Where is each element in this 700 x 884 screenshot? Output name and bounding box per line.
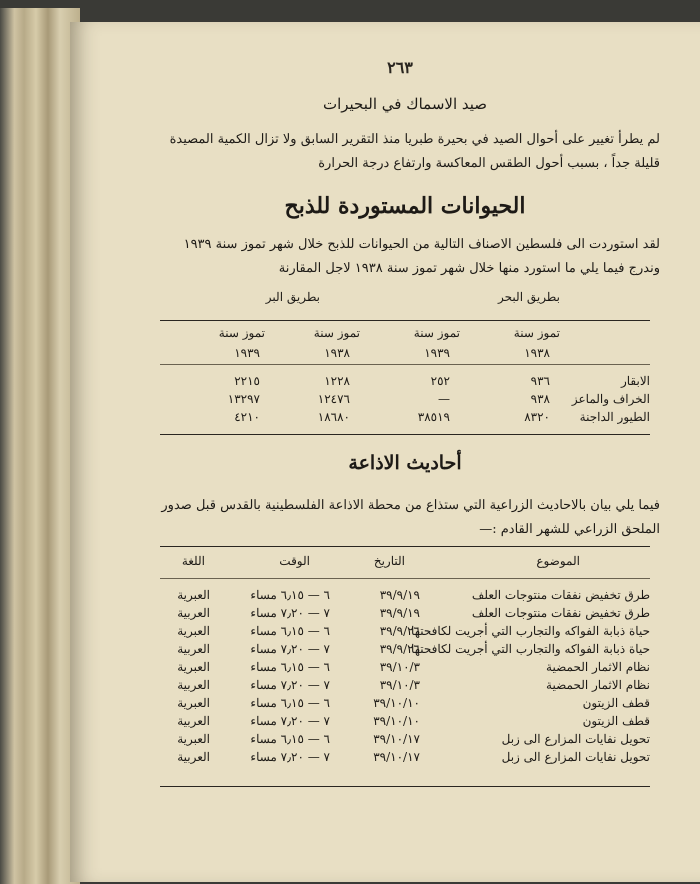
broadcast-topic: حياة ذبابة الفواكه والتجارب التي أجريت لكافحتها (411, 624, 650, 638)
animal-sea-1939: ٢٥٢ (430, 374, 450, 388)
animal-name: الابقار (620, 374, 650, 388)
animal-sea-1939: ٣٨٥١٩ (417, 410, 450, 424)
col-month-3: تموز سنة (313, 326, 360, 340)
broadcast-language: العربية (177, 714, 210, 728)
animal-land-1938: ١٨٦٨٠ (317, 410, 350, 424)
broadcast-table-body (160, 588, 650, 768)
broadcasts-title: أحاديث الاذاعة (348, 452, 462, 474)
broadcasts-paragraph-line2: الملحق الزراعي للشهر القادم :— (479, 522, 660, 537)
broadcast-date: ٣٩/١٠/١٧ (373, 732, 420, 746)
animals-table-body (160, 374, 650, 428)
broadcast-topic: تحويل نفايات المزارع الى زبل (501, 750, 650, 764)
broadcast-date: ٣٩/١٠/٣ (379, 678, 420, 692)
page-number: ٢٦٣ (387, 58, 413, 77)
broadcast-language: العربية (177, 642, 210, 656)
header-language: اللغة (181, 554, 205, 568)
col-month-2: تموز سنة (413, 326, 460, 340)
animals-paragraph-line2: وندرج فيما يلي ما استورد منها خلال شهر تموز سنة ١٩٣٨ لاجل المقارنة (278, 261, 660, 276)
group-sea-header: بطريق البحر (498, 290, 560, 304)
animal-land-1938: ١٢٤٧٦ (317, 392, 350, 406)
broadcast-topic: نظام الاثمار الحمضية (546, 660, 650, 674)
broadcast-time: ٦ — ٦٫١٥ مساء (250, 660, 330, 674)
broadcast-table-rule-bottom (160, 786, 650, 787)
header-date: التاريخ (373, 554, 405, 568)
broadcast-date: ٣٩/١٠/١٠ (373, 714, 420, 728)
broadcast-language: العربية (177, 750, 210, 764)
broadcast-time: ٧ — ٧٫٢٠ مساء (250, 750, 330, 764)
broadcast-time: ٧ — ٧٫٢٠ مساء (250, 678, 330, 692)
broadcast-time: ٧ — ٧٫٢٠ مساء (250, 642, 330, 656)
book-page-edges (0, 8, 80, 884)
col-month-4: تموز سنة (218, 326, 265, 340)
broadcast-topic: حياة ذبابة الفواكه والتجارب التي أجريت لكافحتها (411, 642, 650, 656)
header-time: الوقت (279, 554, 310, 568)
animal-land-1938: ١٢٢٨ (324, 374, 350, 388)
broadcast-language: العربية (177, 678, 210, 692)
table-rule-bottom (160, 434, 650, 435)
broadcast-date: ٣٩/٩/١٩ (379, 588, 420, 602)
animal-sea-1938: ٩٣٨ (530, 392, 550, 406)
broadcast-language: العبرية (177, 624, 210, 638)
broadcast-time: ٦ — ٦٫١٥ مساء (250, 732, 330, 746)
broadcast-date: ٣٩/٩/١٩ (379, 606, 420, 620)
animals-title: الحيوانات المستوردة للذبح (284, 193, 526, 219)
animal-sea-1938: ٨٣٢٠ (524, 410, 550, 424)
animal-name: الخراف والماعز (571, 392, 650, 406)
fishing-paragraph-line2: قليلة جداً ، بسبب أحول الطقس المعاكسة وارتفاع درجة الحرارة (318, 156, 660, 171)
broadcast-time: ٧ — ٧٫٢٠ مساء (250, 606, 330, 620)
col-year-3: ١٩٣٨ (324, 346, 350, 360)
broadcast-language: العبرية (177, 696, 210, 710)
broadcast-date: ٣٩/٩/٢٦ (379, 624, 420, 638)
broadcasts-paragraph-line1: فيما يلي بيان بالاحاديث الزراعية التي ستذاع من محطة الاذاعة الفلسطينية بالقدس قبل صدور (161, 498, 660, 513)
broadcast-table-rule-mid (160, 578, 650, 579)
broadcast-time: ٦ — ٦٫١٥ مساء (250, 588, 330, 602)
group-land-header: بطريق البر (265, 290, 320, 304)
animals-table-column-headers (160, 326, 650, 364)
fishing-title: صيد الاسماك في البحيرات (322, 95, 488, 113)
broadcast-time: ٧ — ٧٫٢٠ مساء (250, 714, 330, 728)
fishing-paragraph-line1: لم يطرأ تغيير على أحوال الصيد في بحيرة طبريا منذ التقرير السابق ولا تزال الكمية المصيدة (169, 132, 660, 147)
broadcast-topic: نظام الاثمار الحمضية (546, 678, 650, 692)
col-year-4: ١٩٣٩ (234, 346, 260, 360)
broadcast-date: ٣٩/١٠/٣ (379, 660, 420, 674)
animals-paragraph-line1: لقد استوردت الى فلسطين الاصناف التالية من الحيوانات للذبح خلال شهر تموز سنة ١٩٣٩ (183, 237, 660, 252)
broadcast-date: ٣٩/١٠/١٠ (373, 696, 420, 710)
broadcast-language: العبرية (177, 660, 210, 674)
broadcast-language: العبرية (177, 732, 210, 746)
broadcast-date: ٣٩/٩/٢٦ (379, 642, 420, 656)
animal-land-1939: ٤٢١٠ (234, 410, 260, 424)
broadcast-topic: طرق تخفيض نفقات منتوجات العلف (471, 606, 650, 620)
animal-land-1939: ٢٢١٥ (234, 374, 260, 388)
broadcast-date: ٣٩/١٠/١٧ (373, 750, 420, 764)
col-month-1: تموز سنة (513, 326, 560, 340)
broadcast-language: العربية (177, 606, 210, 620)
broadcast-topic: قطف الزيتون (582, 714, 650, 728)
broadcast-time: ٦ — ٦٫١٥ مساء (250, 624, 330, 638)
broadcast-time: ٦ — ٦٫١٥ مساء (250, 696, 330, 710)
col-year-2: ١٩٣٩ (424, 346, 450, 360)
animals-table-group-headers (160, 290, 650, 308)
animal-sea-1939: — (438, 392, 450, 406)
broadcast-topic: تحويل نفايات المزارع الى زبل (501, 732, 650, 746)
header-topic: الموضوع (536, 554, 580, 568)
table-rule-mid (160, 364, 650, 365)
broadcast-table-headers (160, 554, 650, 572)
broadcast-table-rule-top (160, 546, 650, 547)
animal-sea-1938: ٩٣٦ (530, 374, 550, 388)
broadcast-topic: طرق تخفيض نفقات منتوجات العلف (471, 588, 650, 602)
table-rule-top (160, 320, 650, 321)
broadcast-language: العبرية (177, 588, 210, 602)
broadcast-topic: قطف الزيتون (582, 696, 650, 710)
col-year-1: ١٩٣٨ (524, 346, 550, 360)
animal-name: الطيور الداجنة (579, 410, 650, 424)
animal-land-1939: ١٣٢٩٧ (227, 392, 260, 406)
